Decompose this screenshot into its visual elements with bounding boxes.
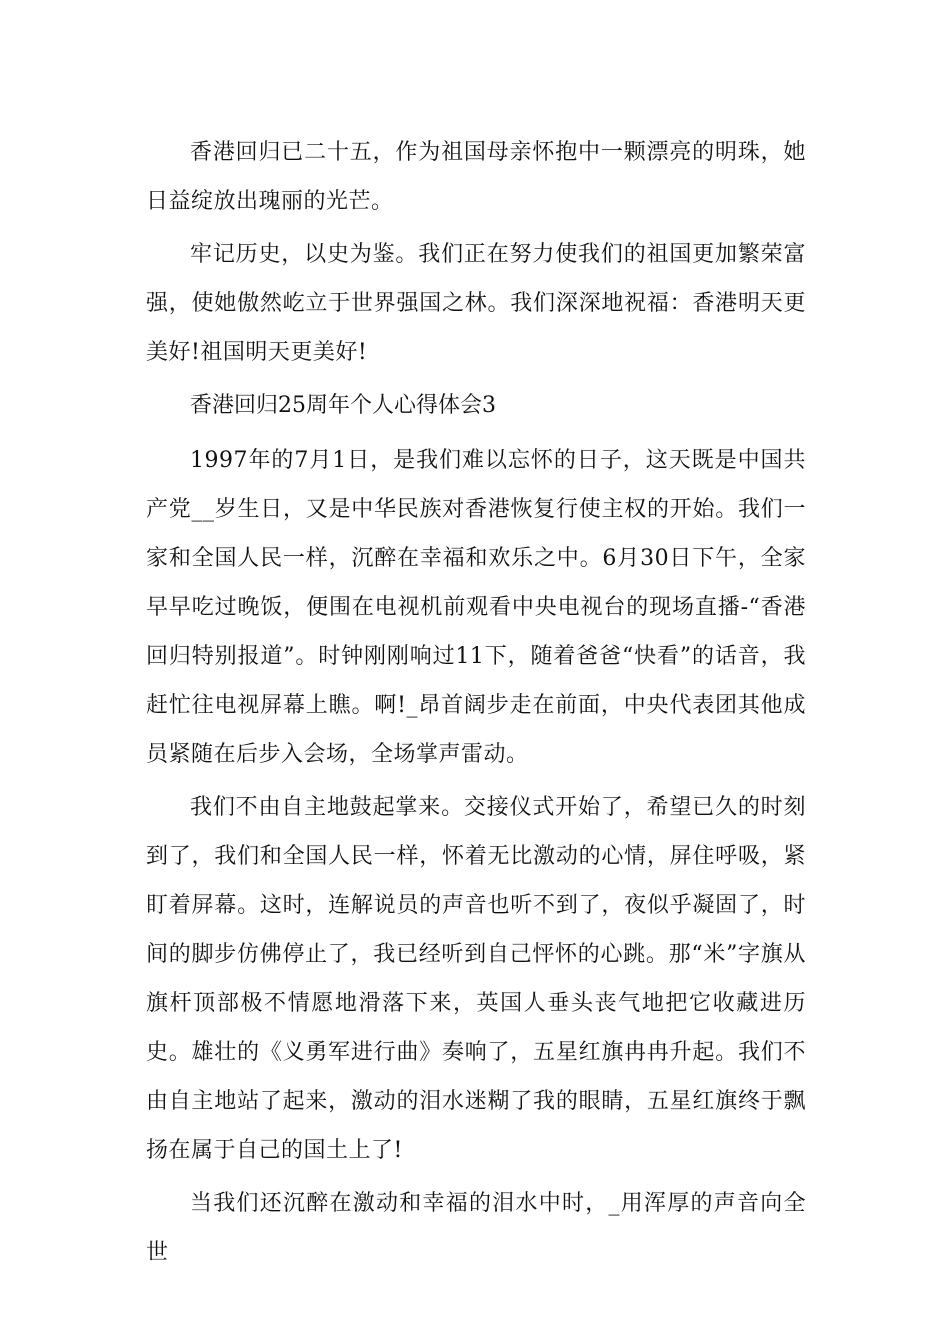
paragraph-4: 我们不由自主地鼓起掌来。交接仪式开始了，希望已久的时刻到了，我们和全国人民一样，怀着无比激动的心情，屏住呼吸，紧盯着屏幕。这时，连解说员的声音也听不到了，夜似乎凝固了，时间的脚步仿佛停止了，我已经听到自己怦怀的心跳。那“米”字旗从旗杆顶部极不情愿地滑落下来，英国人垂头丧气地把它收藏进历史。雄壮的《义勇军进行曲》奏响了，五星红旗冉冉升起。我们不由自主地站了起来，激动的泪水迷糊了我的眼睛，五星红旗终于飘扬在属于自己的国土上了! [146, 795, 806, 1163]
paragraph-3: 1997年的7月1日，是我们难以忘怀的日子，这天既是中国共产党__岁生日，又是中华民族对香港恢复行使主权的开始。我们一家和全国人民一样，沉醉在幸福和欢乐之中。6月30日下午，全家早早吃过晚饭，便围在电视机前观看中央电视台的现场直播-“香港回归特别报道”。时钟刚刚响过11下，随着爸爸“快看”的话音，我赶忙往电视屏幕上瞧。啊!_昂首阔步走在前面，中央代表团其他成员紧随在后步入会场，全场掌声雷动。 [146, 448, 806, 767]
section-heading: 香港回归25周年个人心得体会3 [190, 393, 496, 418]
document-page [146, 128, 806, 1281]
paragraph-2: 牢记历史，以史为鉴。我们正在努力使我们的祖国更加繁荣富强，使她傲然屹立于世界强国之林。我们深深地祝福：香港明天更美好!祖国明天更美好! [146, 242, 806, 365]
paragraph-1: 香港回归已二十五，作为祖国母亲怀抱中一颗漂亮的明珠，她日益绽放出瑰丽的光芒。 [146, 140, 806, 214]
paragraph-5: 当我们还沉醉在激动和幸福的泪水中时，_用浑厚的声音向全世 [146, 1191, 806, 1265]
